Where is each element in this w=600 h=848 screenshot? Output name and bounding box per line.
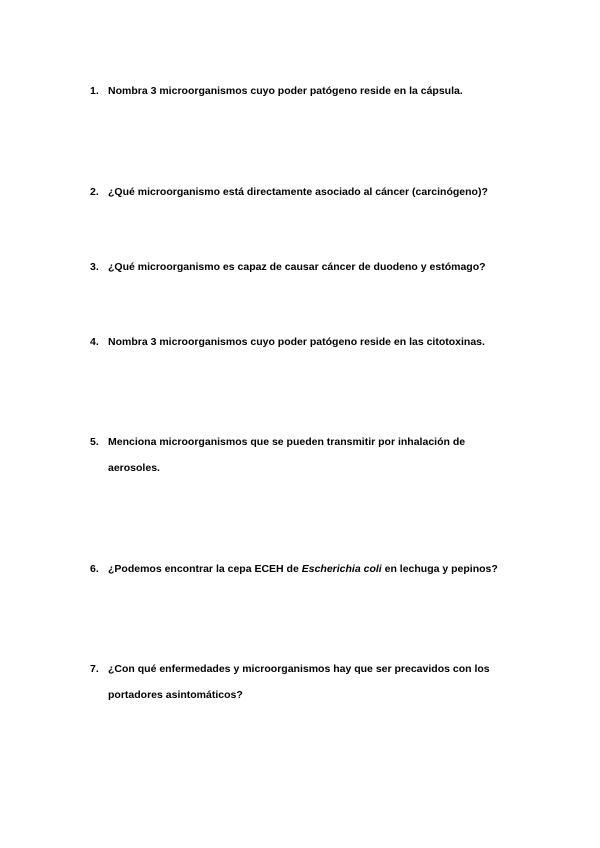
question-number: 3. <box>90 261 99 273</box>
question-6 <box>90 556 530 582</box>
question-text: Menciona microorganismos que se pueden transmitir por inhalación de aerosoles. <box>108 436 466 474</box>
question-number: 6. <box>90 563 99 575</box>
question-3 <box>90 254 530 280</box>
question-text <box>108 556 530 582</box>
question-number: 7. <box>90 663 99 675</box>
question-2 <box>90 179 530 205</box>
question-text-after: en lechuga y pepinos? <box>381 563 498 575</box>
question-7 <box>90 656 515 708</box>
question-4 <box>90 329 530 355</box>
question-text: ¿Con qué enfermedades y microorganismos hay que ser precavidos con los portadores asintomáticos? <box>108 663 490 701</box>
question-number: 4. <box>90 336 99 348</box>
question-1 <box>90 78 530 104</box>
question-number: 5. <box>90 436 99 448</box>
question-text: Nombra 3 microorganismos cuyo poder patógeno reside en las citotoxinas. <box>108 336 485 348</box>
question-5 <box>90 429 500 481</box>
question-number: 2. <box>90 186 99 198</box>
question-text-before: ¿Podemos encontrar la cepa ECEH de <box>108 563 302 575</box>
question-text: ¿Qué microorganismo está directamente asociado al cáncer (carcinógeno)? <box>108 186 488 198</box>
question-text: ¿Qué microorganismo es capaz de causar cáncer de duodeno y estómago? <box>108 261 486 273</box>
question-number: 1. <box>90 85 99 97</box>
question-text: Nombra 3 microorganismos cuyo poder patógeno reside en la cápsula. <box>108 85 463 97</box>
species-name: Escherichia coli <box>301 563 382 575</box>
